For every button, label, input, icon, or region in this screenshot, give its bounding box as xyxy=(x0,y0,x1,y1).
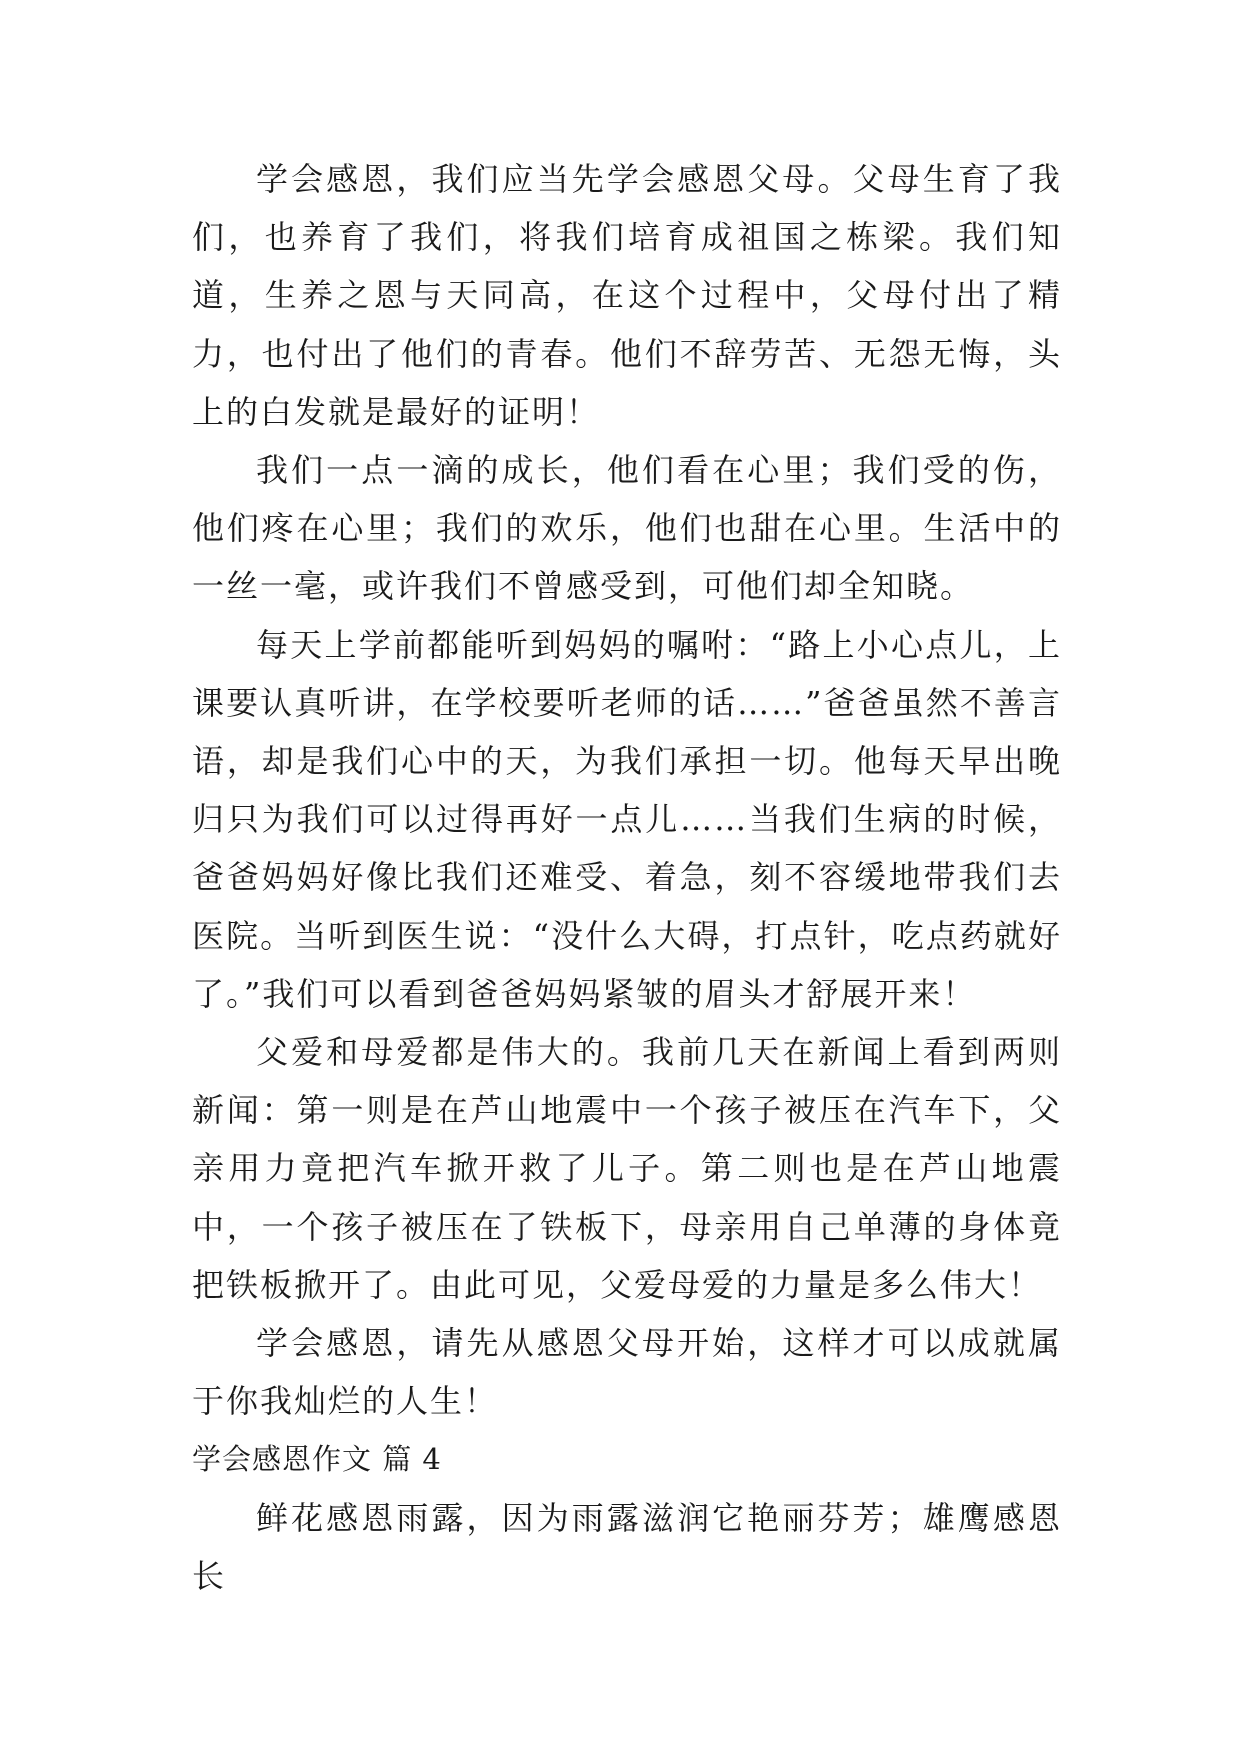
document-body xyxy=(192,150,1062,1605)
paragraph-gratitude-to-parents: 学会感恩，我们应当先学会感恩父母。父母生育了我们，也养育了我们，将我们培育成祖国之栋梁。我们知道，生养之恩与天同高，在这个过程中，父母付出了精力，也付出了他们的青春。他们不辞劳苦、无怨无悔，头上的白发就是最好的证明！ xyxy=(192,160,1062,431)
paragraph-growth-in-their-hearts: 我们一点一滴的成长，他们看在心里；我们受的伤，他们疼在心里；我们的欢乐，他们也甜在心里。生活中的一丝一毫，或许我们不曾感受到，可他们却全知晓。 xyxy=(192,451,1062,606)
paragraph-great-parental-love: 父爱和母爱都是伟大的。我前几天在新闻上看到两则新闻：第一则是在芦山地震中一个孩子被压在汽车下，父亲用力竟把汽车掀开救了儿子。第二则也是在芦山地震中，一个孩子被压在了铁板下，母亲用自己单薄的身体竟把铁板掀开了。由此可见，父爱母爱的力量是多么伟大！ xyxy=(192,1033,1062,1304)
paragraph-next-section-start: 鲜花感恩雨露，因为雨露滋润它艳丽芬芳；雄鹰感恩长 xyxy=(192,1498,1062,1595)
section-heading: 学会感恩作文 篇 4 xyxy=(192,1442,442,1477)
paragraph-daily-care: 每天上学前都能听到妈妈的嘱咐：“路上小心点儿，上课要认真听讲，在学校要听老师的话……”爸爸虽然不善言语，却是我们心中的天，为我们承担一切。他每天早出晚归只为我们可以过得再好一点儿……当我们生病的时候，爸爸妈妈好像比我们还难受、着急，刻不容缓地带我们去医院。当听到医生说：“没什么大碍，打点针，吃点药就好了。”我们可以看到爸爸妈妈紧皱的眉头才舒展开来！ xyxy=(192,625,1062,1013)
paragraph-conclusion: 学会感恩，请先从感恩父母开始，这样才可以成就属于你我灿烂的人生！ xyxy=(192,1324,1062,1421)
